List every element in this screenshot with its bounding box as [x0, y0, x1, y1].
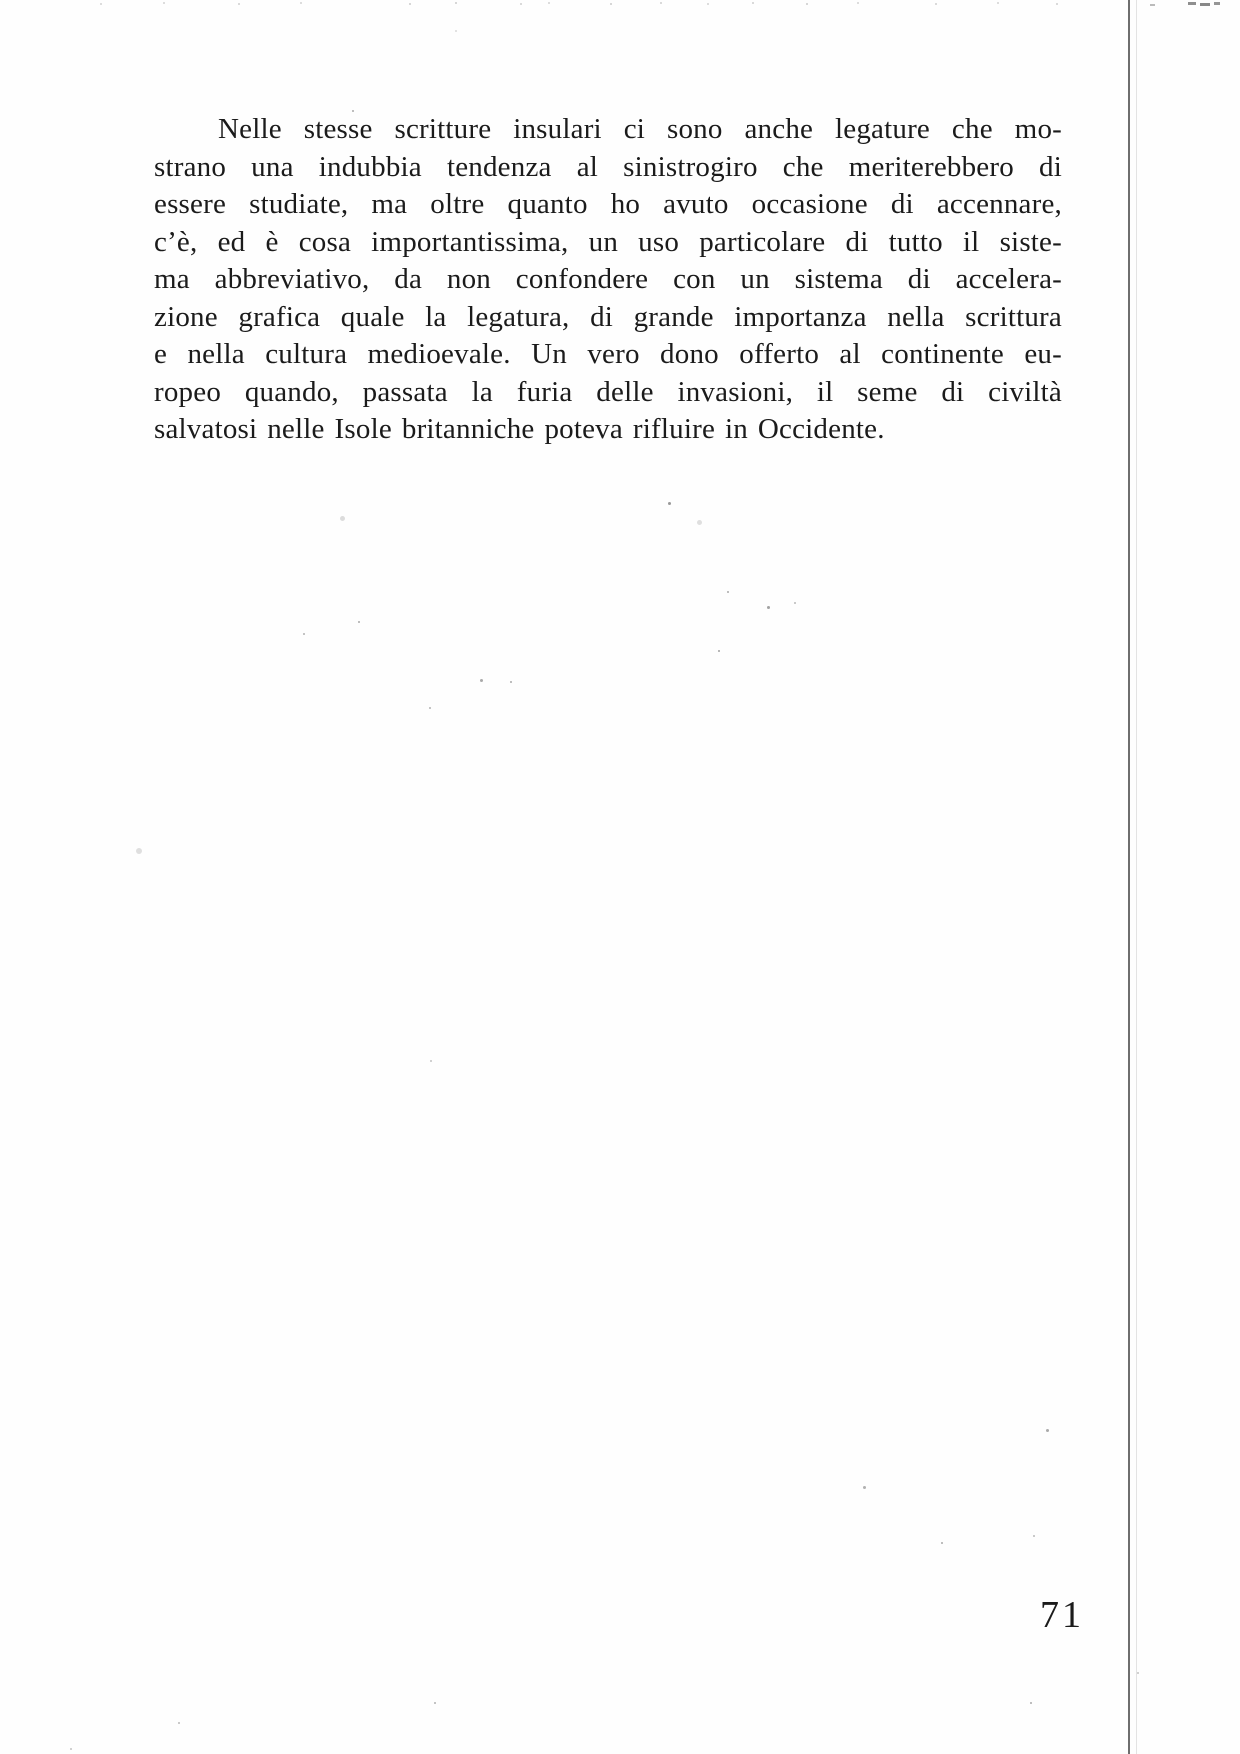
scan-speck: [718, 650, 720, 652]
scan-speck: [409, 3, 411, 5]
scan-speck: [767, 606, 770, 609]
paragraph-line: essere studiate, ma oltre quanto ho avuto occasione di accennare,: [154, 188, 1062, 220]
paragraph-line: strano una indubbia tendenza al sinistrogiro che meriterebbero di: [154, 150, 1062, 183]
scan-speck: [352, 110, 354, 112]
scan-speck: [794, 602, 796, 604]
scan-speck: [941, 1542, 943, 1544]
scan-speck: [510, 681, 512, 683]
scan-speck: [697, 520, 702, 525]
scan-speck: [520, 3, 522, 5]
scan-edge-line-light: [1136, 0, 1137, 1754]
scan-speck: [1046, 1429, 1049, 1432]
scan-speck: [857, 2, 859, 4]
scan-speck: [668, 502, 671, 505]
scan-speck: [806, 3, 808, 5]
scan-speck: [707, 3, 709, 5]
scan-speck: [660, 2, 662, 4]
scan-speck: [238, 3, 240, 5]
paragraph-line: ropeo quando, passata la furia delle invasioni, il seme di civiltà: [154, 375, 1062, 408]
scan-speck: [1033, 1535, 1035, 1537]
scan-edge-line: [1128, 0, 1130, 1754]
paragraph-line: zione grafica quale la legatura, di grande importanza nella scrittura: [154, 300, 1062, 333]
scan-speck: [455, 2, 457, 4]
scan-speck: [358, 621, 360, 623]
scan-speck: [863, 1486, 866, 1489]
scan-speck: [610, 3, 612, 5]
scan-speck: [935, 3, 937, 5]
paragraph-line: e nella cultura medioevale. Un vero dono offerto al continente eu-: [154, 338, 1062, 370]
scan-speck: [303, 633, 305, 635]
scan-speck: [429, 707, 431, 709]
paragraph-line: salvatosi nelle Isole britanniche poteva rifluire in Occidente.: [154, 413, 885, 445]
scan-speck: [1056, 3, 1058, 5]
scan-speck: [340, 516, 345, 521]
page-number: 71: [1040, 1594, 1084, 1636]
scan-speck: [1200, 3, 1210, 6]
scan-speck: [727, 591, 729, 593]
scan-speck: [434, 1702, 436, 1704]
paragraph-line: ma abbreviativo, da non confondere con un sistema di accelera-: [154, 263, 1062, 295]
scan-speck: [1030, 1702, 1032, 1704]
scan-speck: [752, 2, 754, 4]
scan-speck: [1214, 2, 1220, 5]
paragraph-line: Nelle stesse scritture insulari ci sono anche legature che mo-: [218, 113, 1062, 145]
paragraph-line: c’è, ed è cosa importantissima, un uso particolare di tutto il siste-: [154, 225, 1062, 258]
scan-speck: [430, 1060, 432, 1062]
body-paragraph: [154, 111, 1062, 449]
scan-speck: [480, 679, 483, 682]
scan-speck: [136, 848, 142, 854]
scan-speck: [548, 2, 550, 4]
scan-speck: [1150, 4, 1155, 6]
scan-speck: [1188, 2, 1196, 5]
scan-speck: [163, 2, 165, 4]
scan-speck: [178, 1722, 180, 1724]
scan-speck: [455, 30, 457, 32]
scan-speck: [300, 2, 302, 4]
scan-speck: [997, 2, 999, 4]
scan-speck: [100, 3, 102, 5]
scan-speck: [70, 1748, 72, 1750]
scan-speck: [1137, 1672, 1139, 1674]
